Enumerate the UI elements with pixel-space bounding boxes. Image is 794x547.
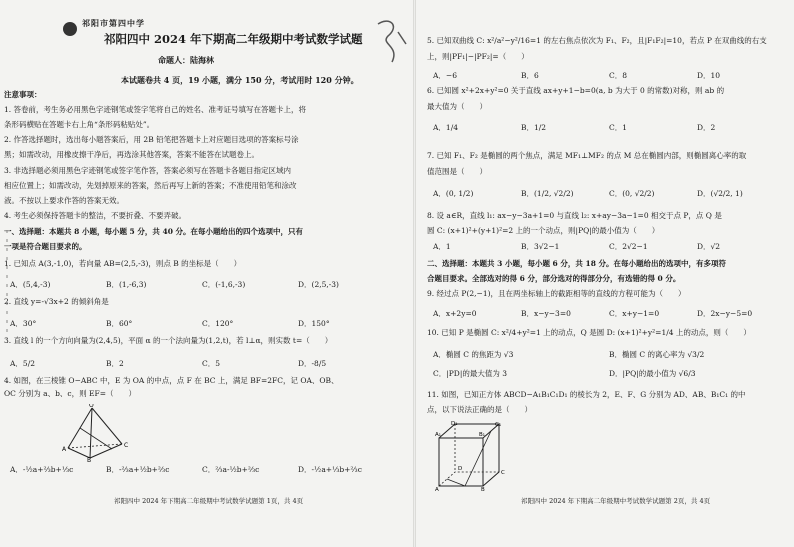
question-7: 7. 已知 F₁、F₂ 是椭圆的两个焦点，满足 MF₁⊥MF₂ 的点 M 总在椭圆内部，则椭圆离心率的取 [427,151,747,160]
option-a: A．x+2y=0 [433,309,477,318]
option-c: C．(0, √2/2) [609,189,655,198]
page-1-footer: 祁阳四中 2024 年下期高二年级期中考试数学试题第 1页，共 4页 [114,497,304,505]
note-line: 1. 答卷前，考生务必用黑色字迹钢笔或签字笔将自己的姓名、准考证号填写在答题卡上，将 [4,105,307,114]
option-b: B．6 [521,71,539,80]
option-c: C．8 [609,71,628,80]
cube-figure [435,420,507,492]
question-6-cont: 最大值为（ ） [427,102,487,111]
exam-info: 本试题卷共 4 页，19 小题，满分 150 分，考试用时 120 分钟。 [121,75,359,85]
note-line: 4. 考生必须保持答题卡的整洁，不要折叠、不要弄破。 [4,211,187,220]
option-d: D．-8/5 [298,359,327,368]
option-c: C．x+y−1=0 [609,309,660,318]
question-8-cont: 圆 C: (x+1)²+(y+1)²=2 上的一个动点，则|PQ|的最小值为（ ） [427,226,660,235]
svg-text:B: B [87,457,92,462]
svg-text:D₁: D₁ [451,421,458,427]
question-8-options [433,241,720,252]
svg-text:O: O [89,404,94,409]
option-d: D．-½a+⅓b+⅔c [298,465,362,474]
option-c: C．|PD|的最大值为 3 [433,369,508,378]
question-2: 2. 直线 y=-√3x+2 的倾斜角是 [4,297,109,306]
svg-text:A: A [435,487,439,492]
option-a: A．−6 [433,71,457,80]
option-b: B．椭圆 C 的离心率为 √3/2 [609,350,705,359]
option-d: D．√2 [697,242,721,251]
question-3: 3. 直线 l 的一个方向向量为(2,4,5)，平面 α 的一个法向量为(1,2,t)，若 l⊥α，则实数 t=（ ） [4,336,333,345]
tetrahedron-figure [62,404,134,462]
note-line: 黑；如需改动，用橡皮擦干净后，再选涂其他答案，答案不能答在试题卷上。 [4,150,259,159]
option-c: C．(-1,6,-3) [202,280,246,289]
option-a: A．椭圆 C 的焦距为 √3 [433,350,514,359]
note-line: 液。不按以上要求作答的答案无效。 [4,196,124,205]
svg-text:D: D [458,466,463,472]
option-a: A．30° [10,319,37,328]
question-10-options-cd [433,368,696,379]
section-2-heading-cont: 合题目要求。全部选对的得 6 分，部分选对的得部分分，有选错的得 0 分。 [427,274,681,283]
section-2-heading: 二、选择题：本题共 3 小题，每小题 6 分，共 18 分。在每小题给出的选项中，有多项符 [427,259,727,268]
question-6: 6. 已知圆 x²+2x+y²=0 关于直线 ax+y+1−b=0(a, b 为大于 0 的常数)对称，则 ab 的 [427,86,725,95]
svg-text:C: C [124,442,129,449]
option-a: A．1/4 [433,123,458,132]
option-b: B．1/2 [521,123,547,132]
option-a: A．(5,4,-3) [10,280,51,289]
option-c: C．⅔a-½b+⅔c [202,465,260,474]
note-line: 3. 非选择题必须用黑色字迹钢笔或签字笔作答，答案必须写在答题卡各题目指定区域内 [4,166,292,175]
margin-binding-marks [2,230,12,340]
section-1-heading: 一、选择题：本题共 8 小题，每小题 5 分，共 40 分。在每小题给出的四个选项中，只有 [4,227,304,236]
svg-text:A₁: A₁ [435,432,441,438]
option-d: D．(√2/2, 1) [697,189,743,198]
author-line: 命题人：陆海林 [158,55,214,65]
question-1: 1. 已知点 A(3,-1,0)，若向量 AB=(2,5,-3)，则点 B 的坐标是（ ） [4,259,242,268]
question-4-cont: OC 分别为 a、b、c，则 EF=（ ） [4,389,136,398]
handwritten-mark-icon [370,14,410,74]
option-c: C．120° [202,319,234,328]
option-d: D．10 [697,71,721,80]
option-b: B．2 [106,359,124,368]
question-4: 4. 如图，在三棱锥 O−ABC 中，E 为 OA 的中点，点 F 在 BC 上，满足 BF=2FC，记 OA、OB、 [4,376,339,385]
option-a: A．(0, 1/2) [433,189,474,198]
page-2-footer: 祁阳四中 2024 年下期高二年级期中考试数学试题第 2页，共 4页 [521,497,711,505]
school-name: 祁阳市第四中学 [82,18,145,28]
question-7-cont: 值范围是（ ） [427,167,487,176]
svg-text:C₁: C₁ [495,422,502,428]
note-line: 相应位置上；如需改动，先划掉原来的答案，然后再写上新的答案；不准使用铅笔和涂改 [4,181,297,190]
question-10-options-ab [433,349,704,360]
question-10: 10. 已知 P 是椭圆 C: x²/4+y²=1 上的动点，Q 是圆 D: (x+1)²+y²=1/4 上的动点，则（ ） [427,328,751,337]
option-b: B．x−y−3=0 [521,309,571,318]
question-11-cont: 点，以下说法正确的是（ ） [427,405,532,414]
school-seal-icon [63,22,77,36]
question-5-cont: 上，则|PF₁|−|PF₂|=（ ） [427,52,529,61]
question-5: 5. 已知双曲线 C: x²/a²−y²/16=1 的左右焦点依次为 F₁、F₂，且|F₁F₂|=10，若点 P 在双曲线的右支 [427,36,767,45]
question-8: 8. 设 a∈R，直线 l₁: ax−y−3a+1=0 与直线 l₂: x+ay−3a−1=0 相交于点 P，点 Q 是 [427,211,722,220]
question-6-options [433,122,715,133]
option-d: D．|PQ|的最小值为 √6/3 [609,369,696,378]
question-4-options [10,464,362,475]
svg-text:B: B [481,487,485,492]
option-c: C．1 [609,123,628,132]
question-9: 9. 经过点 P(2,−1)，且在两坐标轴上的截距相等的直线的方程可能为（ ） [427,289,686,298]
page-2 [415,0,794,547]
option-b: B．(1,-6,3) [106,280,147,289]
option-c: C．5 [202,359,221,368]
question-9-options [433,308,752,319]
option-d: D．150° [298,319,330,328]
notes-heading: 注意事项： [4,90,42,99]
question-3-options [10,358,326,369]
question-11: 11. 如图，已知正方体 ABCD−A₁B₁C₁D₁ 的棱长为 2，E、F、G 分别为 AD、AB、B₁C₁ 的中 [427,390,746,399]
option-d: D．2x−y−5=0 [697,309,753,318]
question-7-options [433,188,743,199]
section-1-heading-cont: 一项是符合题目要求的。 [4,242,87,251]
question-5-options [433,70,720,81]
option-b: B．(1/2, √2/2) [521,189,574,198]
option-a: A．1 [433,242,451,251]
svg-text:A: A [62,446,67,453]
question-1-options [10,279,339,290]
svg-text:B₁: B₁ [479,432,485,438]
note-line: 条形码横贴在答题卡右上角“条形码粘贴处”。 [4,120,155,129]
exam-title: 祁阳四中 2024 年下期高二年级期中考试数学试题 [104,32,363,46]
option-b: B．-⅔a+½b+⅔c [106,465,170,474]
option-d: D．2 [697,123,716,132]
option-d: D．(2,5,-3) [298,280,339,289]
option-a: A．-½a+⅔b+⅓c [10,465,74,474]
option-b: B．3√2−1 [521,242,560,251]
option-a: A．5/2 [10,359,35,368]
option-b: B．60° [106,319,133,328]
question-2-options [10,318,330,329]
option-c: C．2√2−1 [609,242,648,251]
note-line: 2. 作答选择题时，选出每小题答案后，用 2B 铅笔把答题卡上对应题目选项的答案标号涂 [4,135,299,144]
svg-text:C: C [501,470,505,476]
